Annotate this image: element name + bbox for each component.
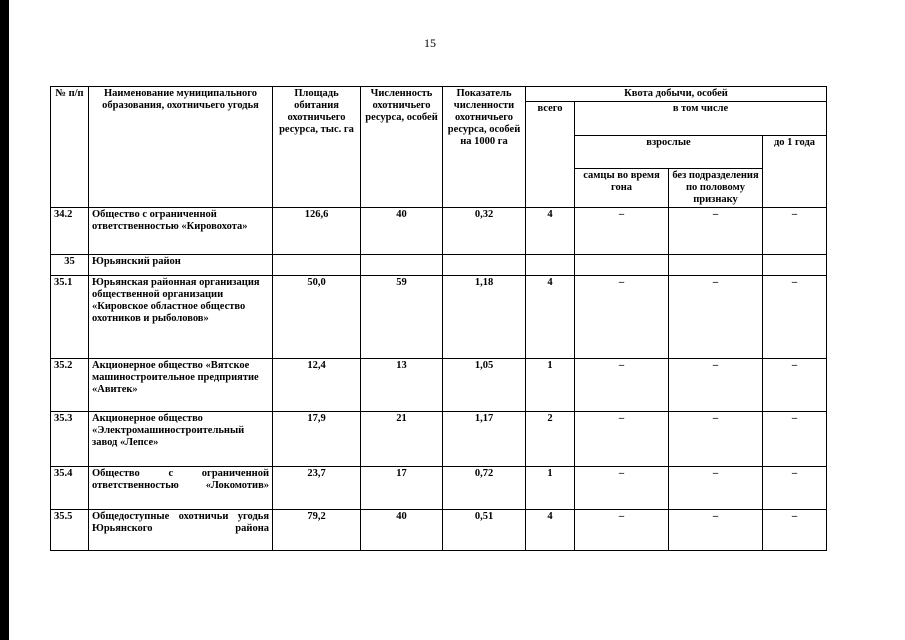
header-count: Численность охотничьего ресурса, особей [361, 87, 443, 208]
cell-num: 35.5 [51, 510, 89, 551]
cell-area [273, 255, 361, 276]
cell-count: 40 [361, 510, 443, 551]
cell-count: 17 [361, 467, 443, 510]
cell-young: – [763, 510, 827, 551]
cell-num: 35 [51, 255, 89, 276]
header-no-sex: без подразделения по половому признаку [669, 169, 763, 208]
cell-num: 35.3 [51, 412, 89, 467]
cell-density: 1,05 [443, 359, 526, 412]
header-row-1 [51, 87, 827, 102]
cell-density: 1,18 [443, 276, 526, 359]
cell-nosex: – [669, 412, 763, 467]
cell-count: 59 [361, 276, 443, 359]
header-total: всего [526, 102, 575, 208]
cell-num: 35.4 [51, 467, 89, 510]
cell-name: Общество с ограниченной ответственностью «Локомотив» [89, 467, 273, 510]
header-adults: взрослые [575, 135, 763, 169]
cell-males: – [575, 276, 669, 359]
header-area: Площадь обитания охотничьего ресурса, тыс. га [273, 87, 361, 208]
cell-num: 35.1 [51, 276, 89, 359]
table-row [51, 467, 827, 510]
cell-count: 13 [361, 359, 443, 412]
cell-name: Акционерное общество «Вятское машиностроительное предприятие «Авитек» [89, 359, 273, 412]
cell-total: 4 [526, 208, 575, 255]
cell-nosex: – [669, 510, 763, 551]
cell-males: – [575, 412, 669, 467]
cell-name: Общедоступные охотничьи угодья Юрьянского района [89, 510, 273, 551]
cell-males: – [575, 510, 669, 551]
cell-total: 4 [526, 510, 575, 551]
cell-total: 1 [526, 467, 575, 510]
cell-young: – [763, 412, 827, 467]
table-row [51, 412, 827, 467]
header-name: Наименование муниципального образования, охотничьего угодья [89, 87, 273, 208]
cell-name: Юрьянский район [89, 255, 273, 276]
cell-area: 126,6 [273, 208, 361, 255]
header-quota: Квота добычи, особей [526, 87, 827, 102]
cell-young: – [763, 359, 827, 412]
cell-males: – [575, 208, 669, 255]
cell-density: 0,72 [443, 467, 526, 510]
table-row [51, 359, 827, 412]
cell-total: 2 [526, 412, 575, 467]
cell-density: 0,32 [443, 208, 526, 255]
table-row [51, 208, 827, 255]
cell-nosex [669, 255, 763, 276]
cell-young [763, 255, 827, 276]
quota-table [50, 86, 827, 551]
header-num: № п/п [51, 87, 89, 208]
cell-nosex: – [669, 276, 763, 359]
cell-count: 40 [361, 208, 443, 255]
scan-edge-bar [0, 0, 9, 640]
cell-total: 4 [526, 276, 575, 359]
cell-nosex: – [669, 208, 763, 255]
cell-area: 23,7 [273, 467, 361, 510]
cell-num: 34.2 [51, 208, 89, 255]
cell-young: – [763, 467, 827, 510]
header-including: в том числе [575, 102, 827, 136]
header-males-rut: самцы во время гона [575, 169, 669, 208]
cell-young: – [763, 276, 827, 359]
table-row [51, 276, 827, 359]
cell-area: 12,4 [273, 359, 361, 412]
cell-total [526, 255, 575, 276]
header-under-1: до 1 года [763, 135, 827, 208]
table-row [51, 510, 827, 551]
cell-area: 50,0 [273, 276, 361, 359]
cell-count: 21 [361, 412, 443, 467]
cell-name: Юрьянская районная организация общественной организации «Кировское областное общество охотников и рыболовов» [89, 276, 273, 359]
cell-nosex: – [669, 467, 763, 510]
page-number: 15 [424, 36, 436, 50]
cell-name: Акционерное общество «Электромашиностроительный завод «Лепсе» [89, 412, 273, 467]
cell-density: 0,51 [443, 510, 526, 551]
cell-num: 35.2 [51, 359, 89, 412]
cell-males: – [575, 467, 669, 510]
cell-density: 1,17 [443, 412, 526, 467]
cell-name: Общество с ограниченной ответственностью «Кировохота» [89, 208, 273, 255]
cell-nosex: – [669, 359, 763, 412]
cell-total: 1 [526, 359, 575, 412]
cell-density [443, 255, 526, 276]
cell-count [361, 255, 443, 276]
cell-young: – [763, 208, 827, 255]
table-row [51, 255, 827, 276]
cell-area: 79,2 [273, 510, 361, 551]
header-density: Показатель численности охотничьего ресурса, особей на 1000 га [443, 87, 526, 208]
cell-males [575, 255, 669, 276]
cell-males: – [575, 359, 669, 412]
cell-area: 17,9 [273, 412, 361, 467]
